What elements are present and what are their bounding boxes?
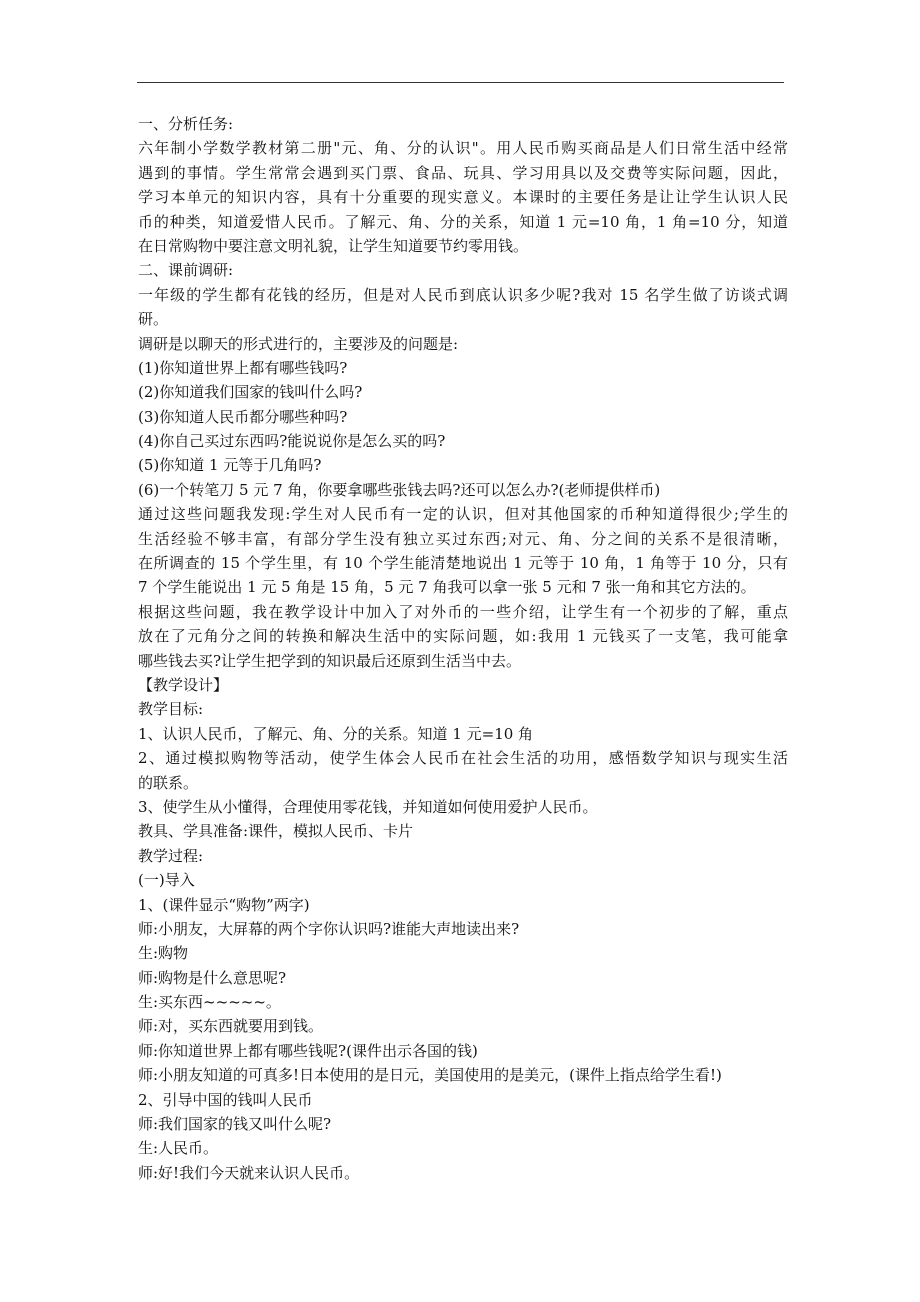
dialogue-line: 生:购物 — [138, 944, 189, 963]
section-heading-design: 【教学设计】 — [138, 675, 229, 694]
dialogue-line: 师:我们国家的钱又叫什么呢? — [138, 1115, 332, 1134]
subheading-intro: (一)导入 — [138, 871, 195, 890]
question-item: (5)你知道 1 元等于几角吗? — [138, 456, 322, 475]
paragraph-line: 根据这些问题，我在教学设计中加入了对外币的一些介绍，让学生有一个初步的了解，重点 — [138, 602, 788, 621]
paragraph-line: 币的种类，知道爱惜人民币。了解元、角、分的关系，知道 1 元=10 角，1 角=10 分，知道 — [138, 212, 788, 231]
question-item: (4)你自己买过东西吗?能说说你是怎么买的吗? — [138, 432, 446, 451]
paragraph-line: 哪些钱去买?让学生把学到的知识最后还原到生活当中去。 — [138, 651, 522, 670]
paragraph-line: 通过这些问题我发现:学生对人民币有一定的认识，但对其他国家的币种知道得很少;学生的 — [138, 505, 788, 524]
question-item: (1)你知道世界上都有哪些钱吗? — [138, 358, 348, 377]
paragraph-line: 7 个学生能说出 1 元 5 角是 15 角，5 元 7 角我可以拿一张 5 元和 7 张一角和其它方法的。 — [138, 578, 756, 597]
section-heading-analysis: 一、分析任务: — [138, 115, 234, 133]
dialogue-line: 师:你知道世界上都有哪些钱呢?(课件出示各国的钱) — [138, 1041, 478, 1060]
paragraph-line: 遇到的事情。学生常常会遇到买门票、食品、玩具、学习用具以及交费等实际问题，因此， — [138, 163, 788, 182]
section-heading-survey: 二、课前调研: — [138, 261, 234, 280]
question-item: (6)一个转笔刀 5 元 7 角，你要拿哪些张钱去吗?还可以怎么办?(老师提供样币) — [138, 480, 661, 499]
goal-item: 的联系。 — [138, 773, 199, 792]
document-body — [138, 112, 788, 1185]
dialogue-line: 师:小朋友，大屏幕的两个字你认识吗?谁能大声地读出来? — [138, 919, 520, 938]
paragraph-line: 一年级的学生都有花钱的经历，但是对人民币到底认识多少呢?我对 15 名学生做了访谈式调 — [138, 285, 788, 304]
paragraph-line: 六年制小学数学教材第二册"元、角、分的认识"。用人民币购买商品是人们日常生活中经常 — [138, 139, 788, 158]
paragraph-line: 生活经验不够丰富，有部分学生没有独立买过东西;对元、角、分之间的关系不是很清晰， — [138, 529, 788, 548]
dialogue-line: 师:小朋友知道的可真多!日本使用的是日元，美国使用的是美元，(课件上指点给学生看!) — [138, 1066, 722, 1085]
dialogue-line: 师:购物是什么意思呢? — [138, 968, 287, 987]
dialogue-line: 生:买东西~~~~~。 — [138, 993, 281, 1012]
subheading-goals: 教学目标: — [138, 700, 204, 719]
paragraph-line: 调研是以聊天的形式进行的，主要涉及的问题是: — [138, 334, 459, 353]
goal-item: 3、使学生从小懂得，合理使用零花钱，并知道如何使用爱护人民币。 — [138, 797, 598, 816]
dialogue-line: 生:人民币。 — [138, 1139, 219, 1158]
question-item: (3)你知道人民币都分哪些种吗? — [138, 407, 348, 426]
header-rule — [137, 82, 784, 83]
paragraph-line: 放在了元角分之间的转换和解决生活中的实际问题，如:我用 1 元钱买了一支笔，我可能拿 — [138, 627, 788, 646]
dialogue-line: 师:对，买东西就要用到钱。 — [138, 1017, 324, 1036]
dialogue-line: 2、引导中国的钱叫人民币 — [138, 1090, 313, 1109]
paragraph-line: 研。 — [138, 310, 169, 329]
paragraph-line: 在日常购物中要注意文明礼貌，让学生知道要节约零用钱。 — [138, 236, 529, 255]
goal-item: 1、认识人民币，了解元、角、分的关系。知道 1 元=10 角 — [138, 724, 534, 743]
dialogue-line: 1、(课件显示“购物”两字) — [138, 895, 310, 914]
goal-item: 2、通过模拟购物等活动，使学生体会人民币在社会生活的功用，感悟数学知识与现实生活 — [138, 749, 788, 768]
dialogue-line: 师:好!我们今天就来认识人民币。 — [138, 1163, 360, 1182]
question-item: (2)你知道我们国家的钱叫什么吗? — [138, 383, 363, 402]
paragraph-line: 在所调查的 15 个学生里，有 10 个学生能清楚地说出 1 元等于 10 角，1 角等于 10 分，只有 — [138, 554, 788, 573]
paragraph-line: 学习本单元的知识内容，具有十分重要的现实意义。本课时的主要任务是让让学生认识人民 — [138, 188, 788, 207]
materials-line: 教具、学具准备:课件，模拟人民币、卡片 — [138, 822, 414, 841]
subheading-process: 教学过程: — [138, 846, 204, 865]
